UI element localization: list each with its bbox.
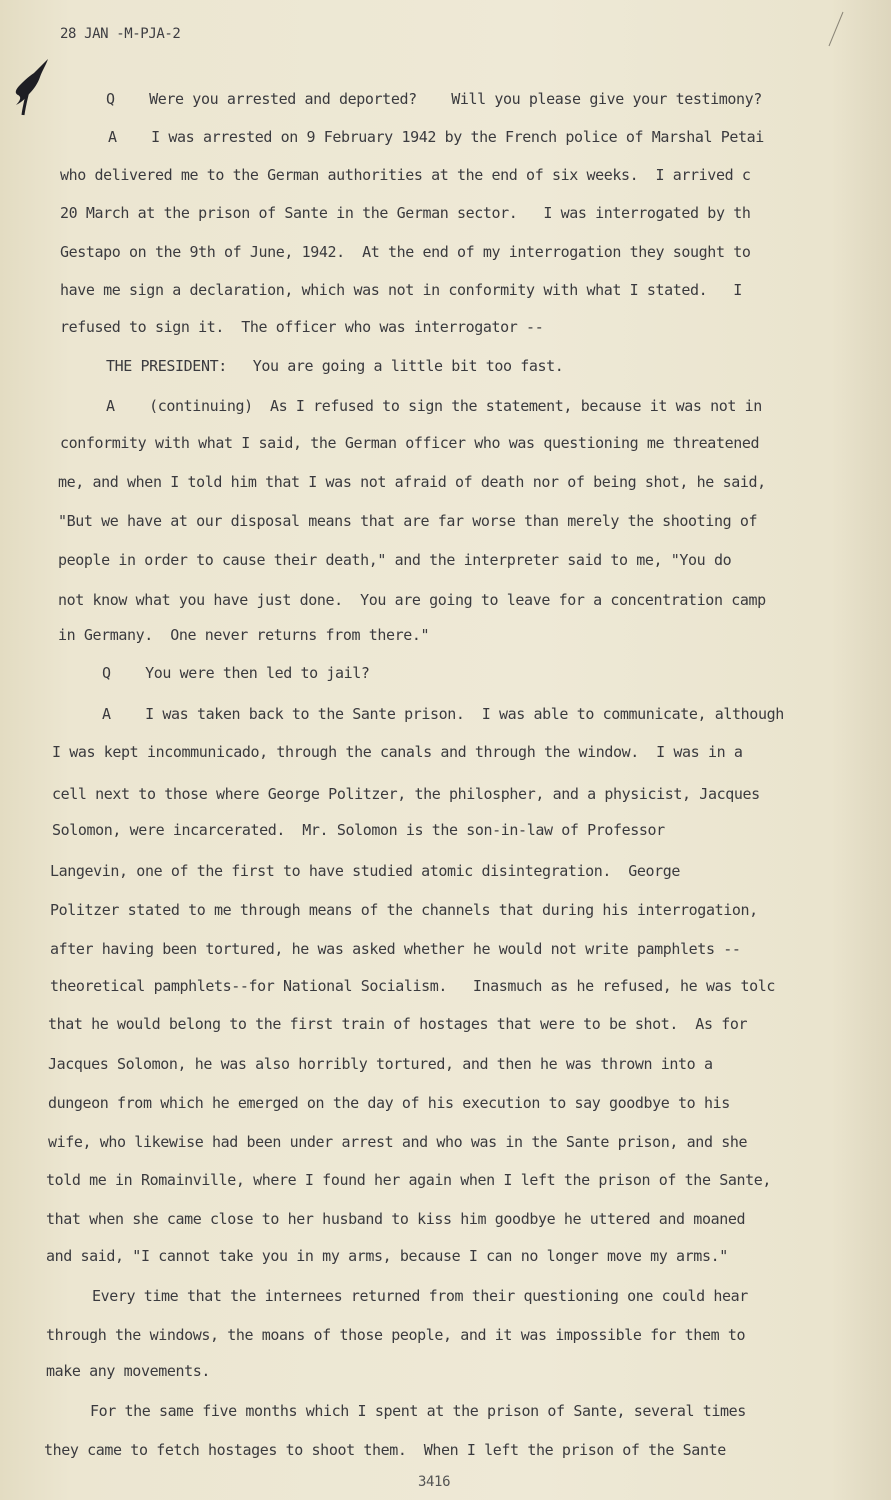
text-line: wife, who likewise had been under arrest and who was in the Sante prison, and she	[48, 1133, 748, 1151]
ink-mark-icon	[8, 55, 58, 125]
page-number: 3416	[418, 1474, 451, 1490]
text-line: who delivered me to the German authorities at the end of six weeks. I arrived c	[60, 166, 751, 184]
text-line: 20 March at the prison of Sante in the German sector. I was interrogated by th	[60, 204, 751, 222]
text-line: that when she came close to her husband to kiss him goodbye he uttered and moaned	[46, 1210, 746, 1228]
text-line: Every time that the internees returned from their questioning one could hear	[92, 1287, 748, 1305]
text-line: and said, "I cannot take you in my arms, because I can no longer move my arms."	[46, 1247, 728, 1265]
text-line: A (continuing) As I refused to sign the statement, because it was not in	[106, 397, 762, 415]
text-line: have me sign a declaration, which was not in conformity with what I stated. I	[60, 281, 742, 299]
text-line: Solomon, were incarcerated. Mr. Solomon is the son-in-law of Professor	[52, 821, 665, 839]
text-line: theoretical pamphlets--for National Socialism. Inasmuch as he refused, he was tolc	[50, 977, 775, 995]
pencil-mark-icon	[815, 10, 845, 70]
text-line: through the windows, the moans of those people, and it was impossible for them to	[46, 1326, 746, 1344]
text-line: dungeon from which he emerged on the day of his execution to say goodbye to his	[48, 1094, 730, 1112]
text-line: they came to fetch hostages to shoot them. When I left the prison of the Sante	[44, 1441, 726, 1459]
text-line: make any movements.	[46, 1362, 210, 1380]
text-line: conformity with what I said, the German officer who was questioning me threatened	[60, 434, 760, 452]
text-line: Gestapo on the 9th of June, 1942. At the end of my interrogation they sought to	[60, 243, 751, 261]
text-line: A I was taken back to the Sante prison. I was able to communicate, although	[102, 705, 784, 723]
text-line: after having been tortured, he was asked whether he would not write pamphlets --	[50, 940, 741, 958]
page-header: 28 JAN -M-PJA-2	[60, 26, 181, 42]
text-line: me, and when I told him that I was not afraid of death nor of being shot, he said,	[58, 473, 766, 491]
text-line: Langevin, one of the first to have studied atomic disintegration. George	[50, 862, 681, 880]
text-line: cell next to those where George Politzer, the philospher, and a physicist, Jacques	[52, 785, 760, 803]
text-line: THE PRESIDENT: You are going a little bit too fast.	[106, 357, 564, 375]
text-line: told me in Romainville, where I found her again when I left the prison of the Sante,	[46, 1171, 771, 1189]
text-line: Jacques Solomon, he was also horribly tortured, and then he was thrown into a	[48, 1055, 713, 1073]
text-line: not know what you have just done. You are going to leave for a concentration camp	[58, 591, 766, 609]
text-line: "But we have at our disposal means that are far worse than merely the shooting of	[58, 512, 758, 530]
text-line: in Germany. One never returns from there."	[58, 626, 430, 644]
text-line: Q Were you arrested and deported? Will you please give your testimony?	[106, 90, 762, 108]
text-line: people in order to cause their death," and the interpreter said to me, "You do	[58, 551, 732, 569]
text-line: For the same five months which I spent at the prison of Sante, several times	[90, 1402, 746, 1420]
text-line: refused to sign it. The officer who was interrogator --	[60, 318, 544, 336]
text-line: Q You were then led to jail?	[102, 664, 370, 682]
text-line: Politzer stated to me through means of the channels that during his interrogation,	[50, 901, 758, 919]
text-line: I was kept incommunicado, through the canals and through the window. I was in a	[52, 743, 743, 761]
text-line: A I was arrested on 9 February 1942 by the French police of Marshal Petai	[108, 128, 764, 146]
text-line: that he would belong to the first train of hostages that were to be shot. As for	[48, 1015, 748, 1033]
